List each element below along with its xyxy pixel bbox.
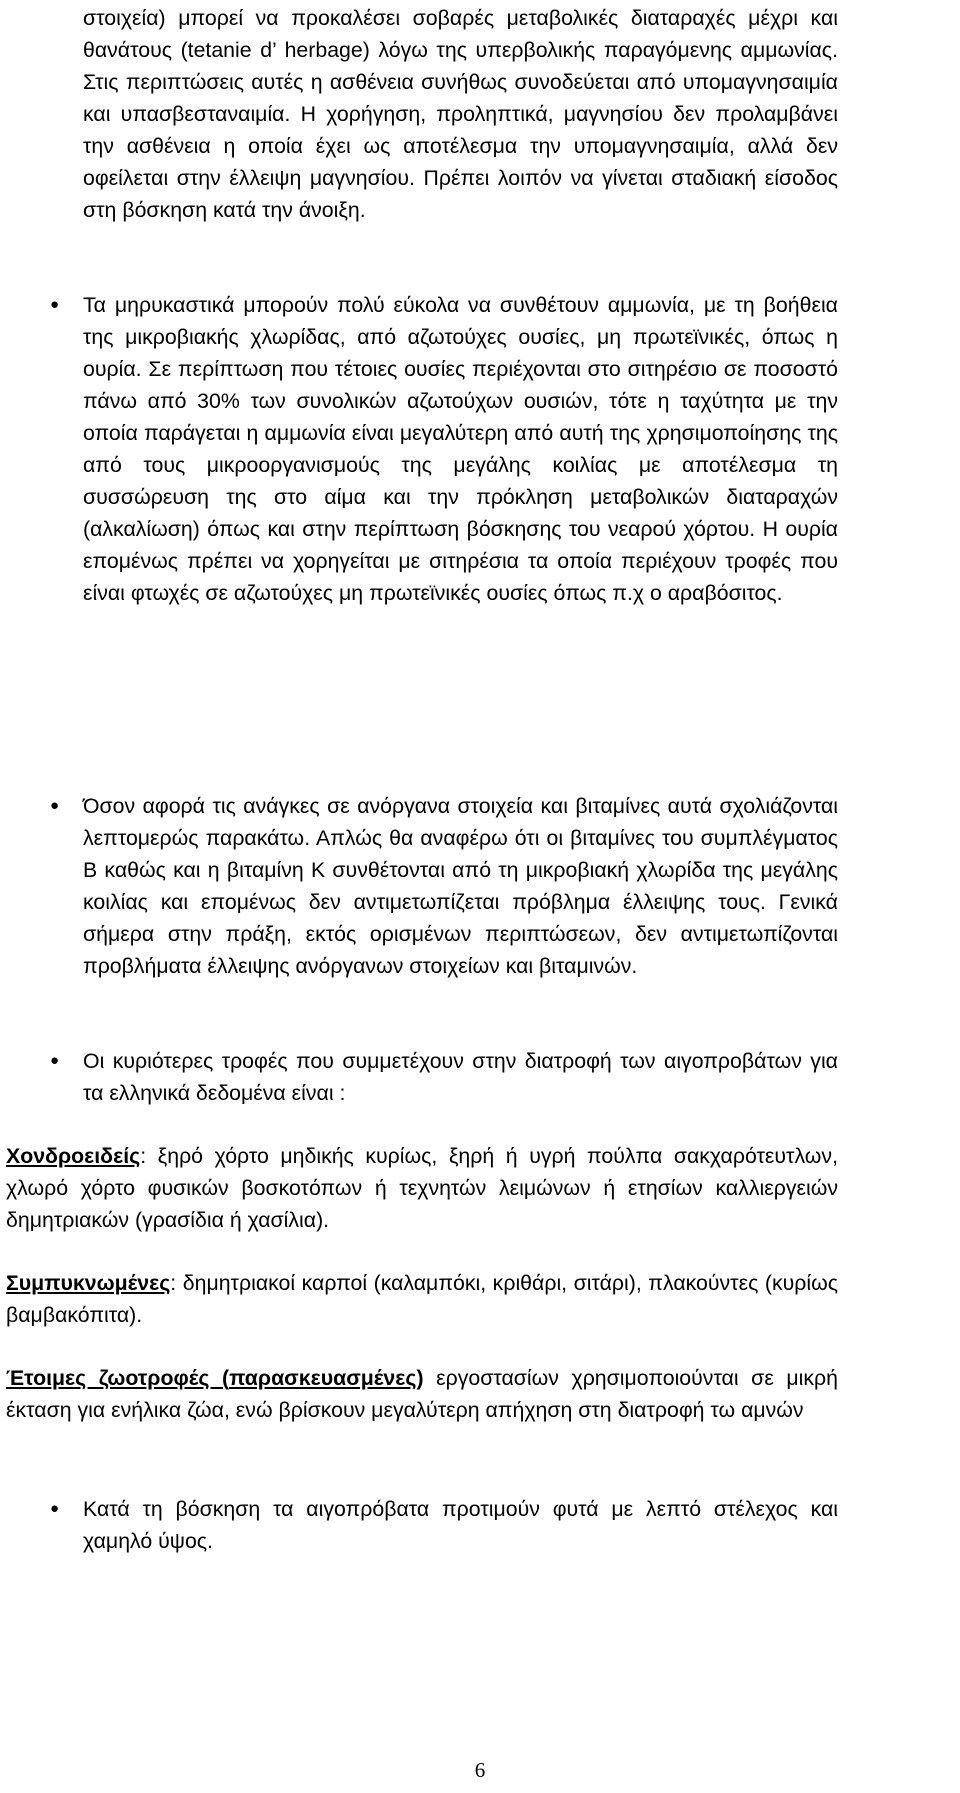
bullet-paragraph-grazing: Κατά τη βόσκηση τα αιγοπρόβατα προτιμούν φυτά με λεπτό στέλεχος και χαμηλό ύψος. — [83, 1497, 838, 1553]
feed-roughage-paragraph — [6, 1140, 838, 1236]
bullet-paragraph-main-feeds: Οι κυριότερες τροφές που συμμετέχουν στην διατροφή των αιγοπροβάτων για τα ελληνικά δεδομένα είναι : — [83, 1049, 838, 1105]
feed-concentrates-paragraph — [6, 1267, 838, 1331]
feed-text-roughage: : ξηρό χόρτο μηδικής κυρίως, ξηρή ή υγρή πούλπα σακχαρότευτλων, χλωρό χόρτο φυσικών βοσκοτόπων ή τεχνητών λειμώνων ή ετησίων καλλιεργειών δημητριακών (γρασίδια ή χασίλια). — [6, 1144, 838, 1232]
feed-term-roughage: Χονδροειδείς — [6, 1144, 141, 1168]
feed-term-compound: Έτοιμες ζωοτροφές (παρασκευασμένες — [6, 1366, 417, 1390]
feed-compound-paragraph: Έτοιμες ζωοτροφές (παρασκευασμένες) εργοστασίων χρησιμοποιούνται σε μικρή έκταση για ενήλικα ζώα, ενώ βρίσκουν μεγαλύτερη απήχηση στη διατροφή τω αμνών — [6, 1366, 838, 1422]
feed-term-concentrates: Συμπυκνωμένες — [6, 1271, 171, 1295]
feed-text-compound: εργοστασίων χρησιμοποιούνται σε μικρή έκταση για ενήλικα ζώα, ενώ βρίσκουν μεγαλύτερη απήχηση στη διατροφή τω αμνών — [6, 1366, 838, 1422]
bullet-marker: ● — [50, 797, 60, 814]
bullet-paragraph-ammonia: Τα μηρυκαστικά μπορούν πολύ εύκολα να συνθέτουν αμμωνία, με τη βοήθεια της μικροβιακής χλωρίδας, από αζωτούχες ουσίες, μη πρωτεϊνικές, όπως η ουρία. Σε περίπτωση που τέτοιες ουσίες περιέχονται στο σιτηρέσιο σε ποσοστό πάνω από 30% των συνολικών αζωτούχων ουσιών, τότε η ταχύτητα με την οποία παράγεται η αμμωνία είναι μεγαλύτερη από αυτή της χρησιμοποίησης της από τους μικροοργανισμούς της μεγάλης κοιλίας με αποτέλεσμα τη συσσώρευση της στο αίμα και την πρόκληση μεταβολικών διαταραχών (αλκαλίωση) όπως και στην περίπτωση βόσκησης του νεαρού χόρτου. Η ουρία επομένως πρέπει να χορηγείται με σιτηρέσια τα οποία περιέχουν τροφές που είναι φτωχές σε αζωτούχες μη πρωτεϊνικές ουσίες όπως π.χ ο αραβόσιτος. — [83, 293, 838, 605]
bullet-marker: ● — [50, 1500, 60, 1517]
feed-text-concentrates: : δημητριακοί καρποί (καλαμπόκι, κριθάρι, σιτάρι), πλακούντες (κυρίως βαμβακόπιτα). — [6, 1271, 838, 1327]
page-number: 6 — [474, 1758, 486, 1782]
bullet-marker: ● — [50, 1052, 60, 1069]
intro-continuation-paragraph: στοιχεία) μπορεί να προκαλέσει σοβαρές μεταβολικές διαταραχές μέχρι και θανάτους (tetanie d’ herbage) λόγω της υπερβολικής παραγόμενης αμμωνίας. Στις περιπτώσεις αυτές η ασθένεια συνήθως συνοδεύεται από υπομαγνησαιμία και υπασβεσταναιμία. Η χορήγηση, προληπτικά, μαγνησίου δεν προλαμβάνει την ασθένεια η οποία έχει ως αποτέλεσμα την υπομαγνησαιμία, αλλά δεν οφείλεται στην έλλειψη μαγνησίου. Πρέπει λοιπόν να γίνεται σταδιακή είσοδος στη βόσκηση κατά την άνοιξη. — [83, 6, 838, 222]
bullet-marker: ● — [50, 296, 60, 313]
bullet-paragraph-minerals-vitamins: Όσον αφορά τις ανάγκες σε ανόργανα στοιχεία και βιταμίνες αυτά σχολιάζονται λεπτομερώς παρακάτω. Απλώς θα αναφέρω ότι οι βιταμίνες του συμπλέγματος Β καθώς και η βιταμίνη Κ συνθέτονται από τη μικροβιακή χλωρίδα της μεγάλης κοιλίας και επομένως δεν αντιμετωπίζεται πρόβλημα έλλειψης τους. Γενικά σήμερα στην πράξη, εκτός ορισμένων περιπτώσεων, δεν αντιμετωπίζονται προβλήματα έλλειψης ανόργανων στοιχείων και βιταμινών. — [83, 794, 838, 978]
